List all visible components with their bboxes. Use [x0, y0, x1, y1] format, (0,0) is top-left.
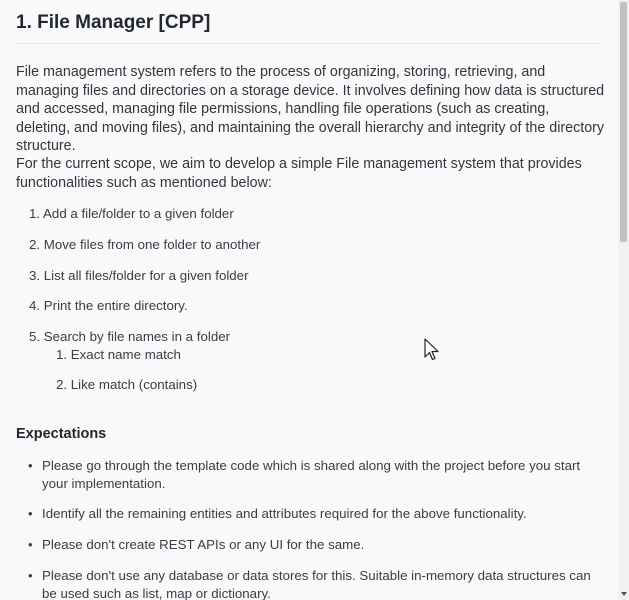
page-title: 1. File Manager [CPP] — [16, 12, 211, 33]
scroll-down-arrow-icon[interactable] — [621, 592, 627, 596]
expectation-text: Identify all the remaining entities and attributes required for the above functionality. — [42, 506, 527, 521]
title-divider — [16, 43, 601, 44]
feature-item: 5. Search by file names in a folder — [29, 329, 231, 344]
expectation-text: Please don't use any database or data stores for this. Suitable in-memory data structures can be used such as list, map or dictionary. — [42, 568, 591, 600]
expectation-text: Please don't create REST APIs or any UI for the same. — [42, 537, 365, 552]
expectation-text: Please go through the template code which is shared along with the project before you start your implementation. — [42, 458, 581, 491]
search-option-item: 2. Like match (contains) — [56, 377, 198, 392]
expectations-heading: Expectations — [16, 426, 107, 442]
bullet-marker: • — [28, 568, 33, 583]
feature-item: 4. Print the entire directory. — [29, 298, 188, 313]
bullet-marker: • — [28, 506, 33, 521]
mouse-pointer-icon — [424, 338, 440, 362]
search-option-item: 1. Exact name match — [56, 347, 181, 362]
vertical-scrollbar[interactable] — [618, 0, 629, 600]
scope-paragraph: For the current scope, we aim to develop a simple File management system that provides functionalities such as mentioned below: — [16, 156, 582, 191]
feature-item: 3. List all files/folder for a given folder — [29, 268, 249, 283]
feature-item: 1. Add a file/folder to a given folder — [29, 206, 234, 221]
bullet-marker: • — [28, 537, 33, 552]
bullet-marker: • — [28, 458, 33, 473]
intro-paragraph: File management system refers to the process of organizing, storing, retrieving, and managing files and directories on a storage device. It involves defining how data is structured and accessed, managing file permissions, handling file operations (such as creating, deleting, and moving files), and maintaining the overall hierarchy and integrity of the directory structure. — [16, 64, 605, 154]
feature-item: 2. Move files from one folder to another — [29, 237, 261, 252]
scrollbar-thumb[interactable] — [620, 2, 627, 242]
